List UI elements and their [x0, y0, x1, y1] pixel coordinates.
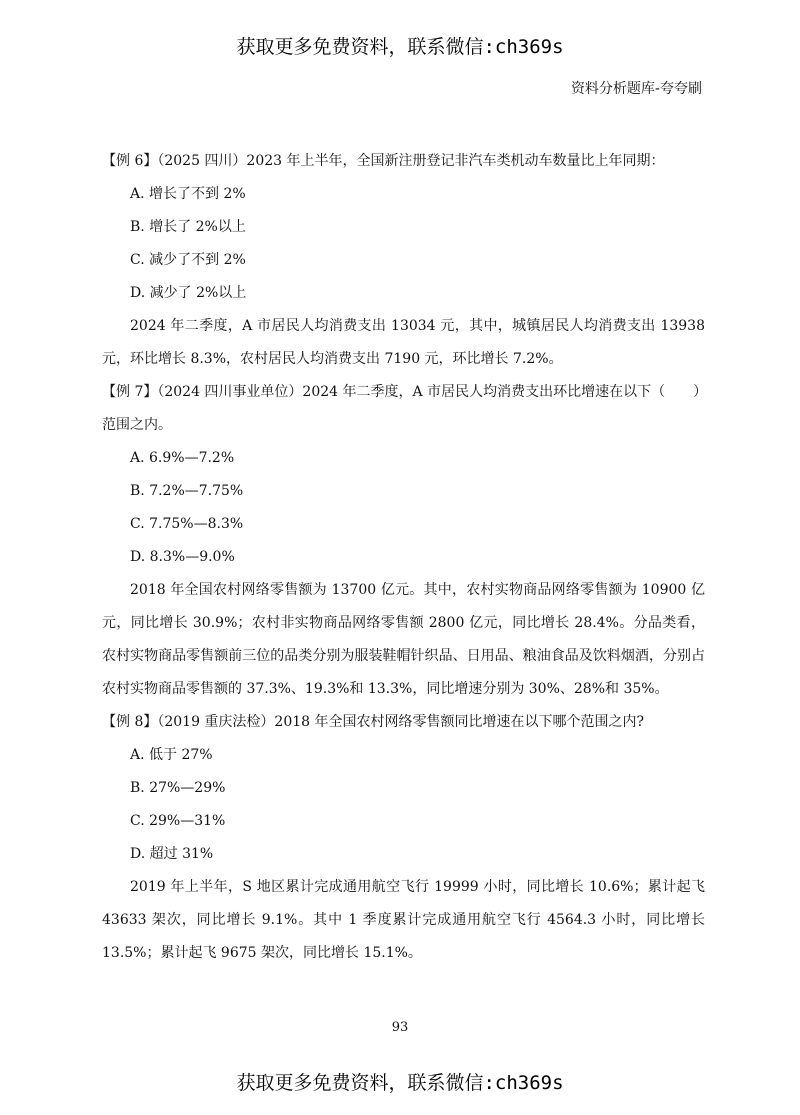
watermark-bottom: 获取更多免费资料，联系微信:ch369s	[236, 1072, 564, 1094]
question-6-option-d: D. 减少了 2%以上	[130, 285, 247, 301]
question-6-option-c: C. 减少了不到 2%	[130, 252, 246, 268]
question-8-option-a: A. 低于 27%	[130, 747, 213, 763]
page-number: 93	[391, 1020, 409, 1035]
material-paragraph-3: 2019 年上半年，S 地区累计完成通用航空飞行 19999 小时，同比增长 10.6%；累计起飞 43633 架次，同比增长 9.1%。其中 1 季度累计完成通用航空飞行 4564.3 小时，同比增长 13.5%；累计起飞 9675 架次，同比增长 15.1%。	[102, 879, 705, 961]
question-7-stem: 【例 7】（2024 四川事业单位）2024 年二季度，A 市居民人均消费支出环比增速在以下（ ）范围之内。	[102, 384, 701, 433]
question-6-option-b: B. 增长了 2%以上	[130, 219, 246, 235]
running-header: 资料分析题库-夸夸刷	[570, 81, 702, 97]
question-7-option-d: D. 8.3%—9.0%	[130, 549, 235, 565]
question-7-option-a: A. 6.9%—7.2%	[130, 450, 235, 466]
question-8-option-c: C. 29%—31%	[130, 813, 226, 829]
question-7-option-b: B. 7.2%—7.75%	[130, 483, 244, 499]
question-8-stem: 【例 8】（2019 重庆法检）2018 年全国农村网络零售额同比增速在以下哪个范围之内?	[102, 714, 645, 730]
question-8-option-d: D. 超过 31%	[130, 846, 214, 862]
question-8-option-b: B. 27%—29%	[130, 780, 226, 796]
question-6-stem: 【例 6】（2025 四川）2023 年上半年，全国新注册登记非汽车类机动车数量比上年同期：	[102, 153, 665, 169]
question-6-option-a: A. 增长了不到 2%	[130, 186, 246, 202]
question-7-option-c: C. 7.75%—8.3%	[130, 516, 244, 532]
material-paragraph-2: 2018 年全国农村网络零售额为 13700 亿元。其中，农村实物商品网络零售额为 10900 亿元，同比增长 30.9%；农村非实物商品网络零售额 2800 亿元，同比增长 28.4%。分品类看，农村实物商品零售额前三位的品类分别为服装鞋帽针织品、日用品、粮油食品及饮料烟酒，分别占农村实物商品零售额的 37.3%、19.3%和 13.3%，同比增速分别为 30%、28%和 35%。	[102, 582, 705, 697]
watermark-top: 获取更多免费资料，联系微信:ch369s	[236, 36, 564, 58]
page-content	[102, 145, 705, 970]
material-paragraph-1: 2024 年二季度，A 市居民人均消费支出 13034 元，其中，城镇居民人均消费支出 13938 元，环比增长 8.3%，农村居民人均消费支出 7190 元，环比增长 7.2%。	[102, 318, 705, 367]
